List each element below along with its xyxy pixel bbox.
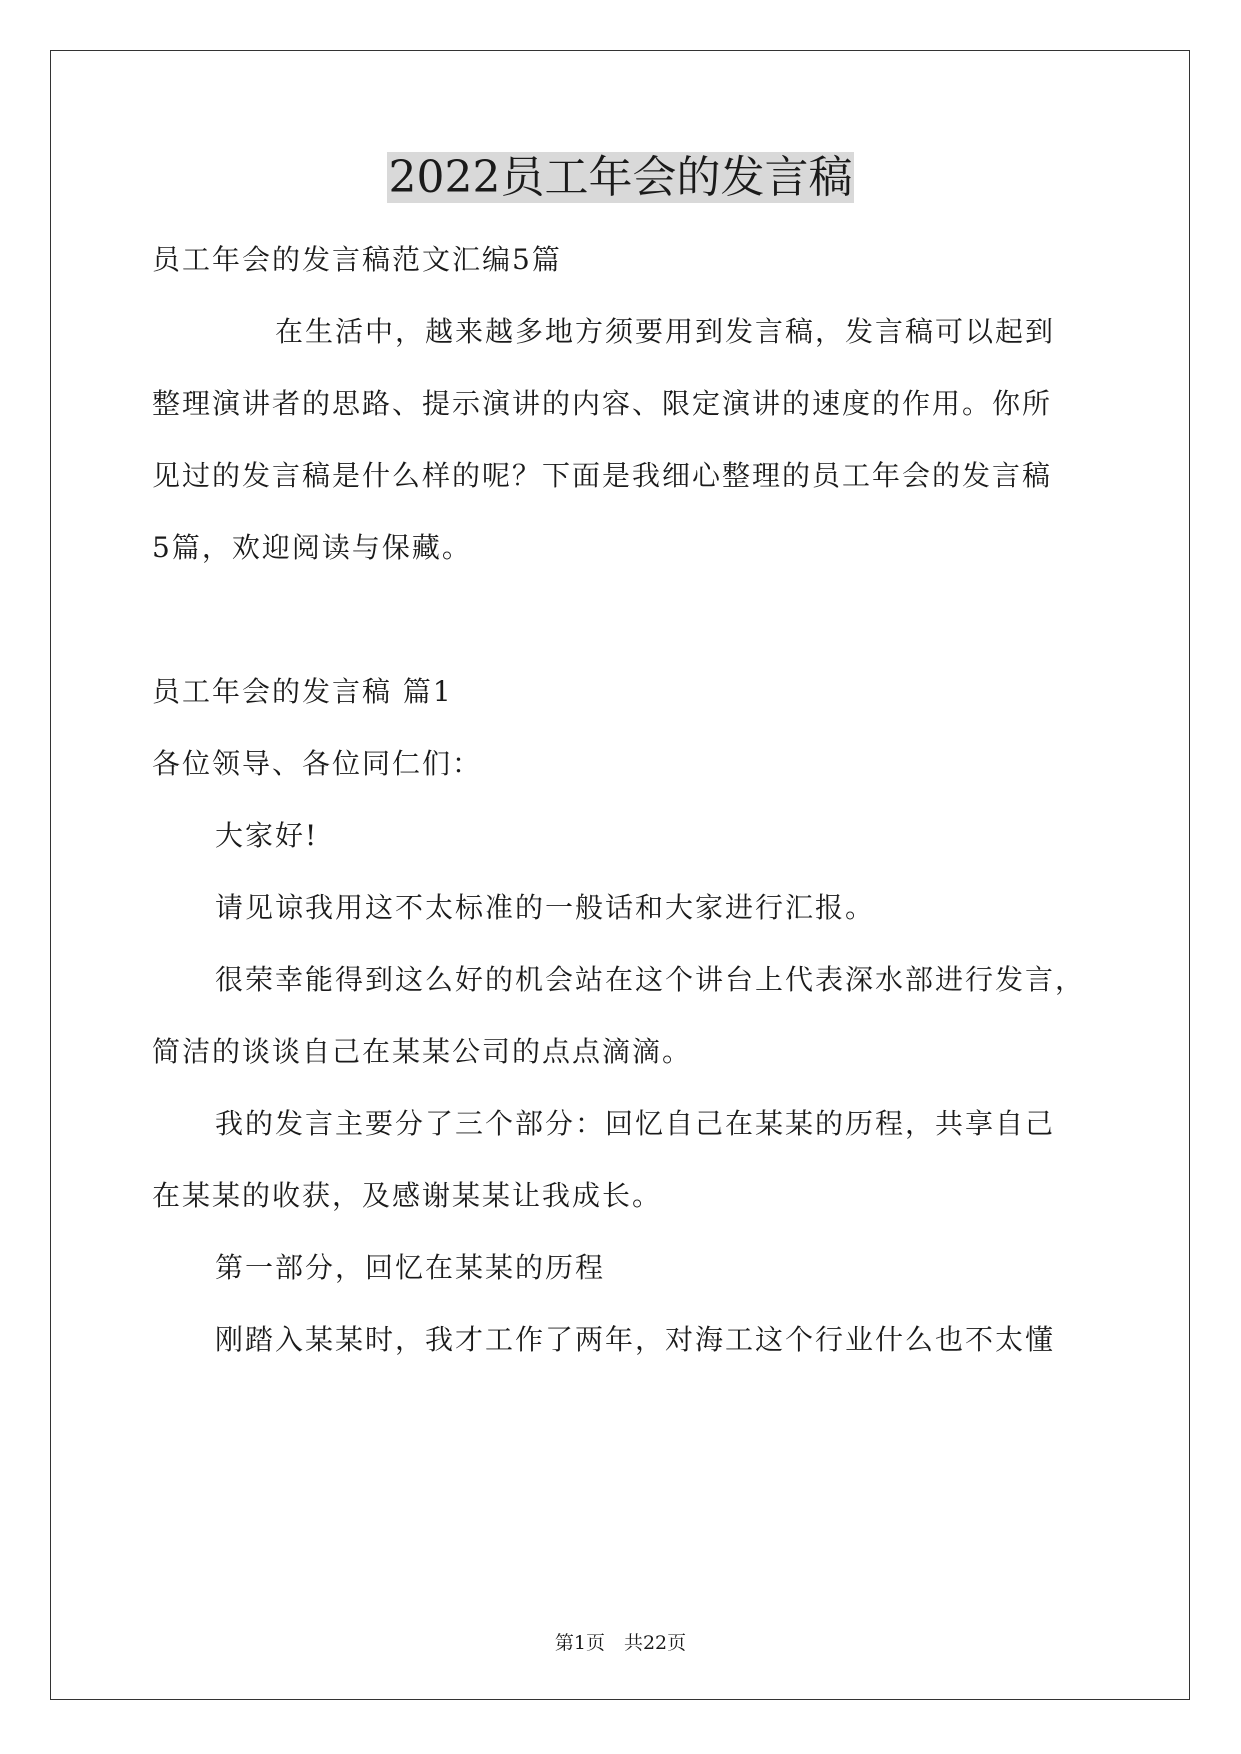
document-title: 2022员工年会的发言稿 [388, 152, 853, 203]
paragraph-line: 在某某的收获，及感谢某某让我成长。 [152, 1179, 663, 1212]
paragraph-line: 请见谅我用这不太标准的一般话和大家进行汇报。 [215, 891, 876, 924]
paragraph-line: 整理演讲者的思路、提示演讲的内容、限定演讲的速度的作用。你所 [152, 387, 1053, 420]
paragraph-line: 5篇，欢迎阅读与保藏。 [152, 531, 472, 564]
salutation-line: 各位领导、各位同仁们： [152, 747, 483, 780]
paragraph-line: 第一部分，回忆在某某的历程 [215, 1251, 606, 1284]
paragraph-line: 简洁的谈谈自己在某某公司的点点滴滴。 [152, 1035, 693, 1068]
section-heading: 员工年会的发言稿 篇1 [152, 675, 453, 708]
paragraph-line: 我的发言主要分了三个部分：回忆自己在某某的历程，共享自己 [215, 1107, 1056, 1140]
paragraph-line: 在生活中，越来越多地方须要用到发言稿，发言稿可以起到 [275, 315, 1056, 348]
subtitle-line: 员工年会的发言稿范文汇编5篇 [152, 243, 562, 276]
paragraph-line: 大家好! [215, 819, 319, 852]
page-number-footer: 第1页 共22页 [554, 1632, 687, 1654]
paragraph-line: 见过的发言稿是什么样的呢？下面是我细心整理的员工年会的发言稿 [152, 459, 1053, 492]
paragraph-line: 刚踏入某某时，我才工作了两年，对海工这个行业什么也不太懂 [215, 1323, 1056, 1356]
page-border [50, 50, 1190, 1700]
paragraph-line: 很荣幸能得到这么好的机会站在这个讲台上代表深水部进行发言， [215, 963, 1086, 996]
